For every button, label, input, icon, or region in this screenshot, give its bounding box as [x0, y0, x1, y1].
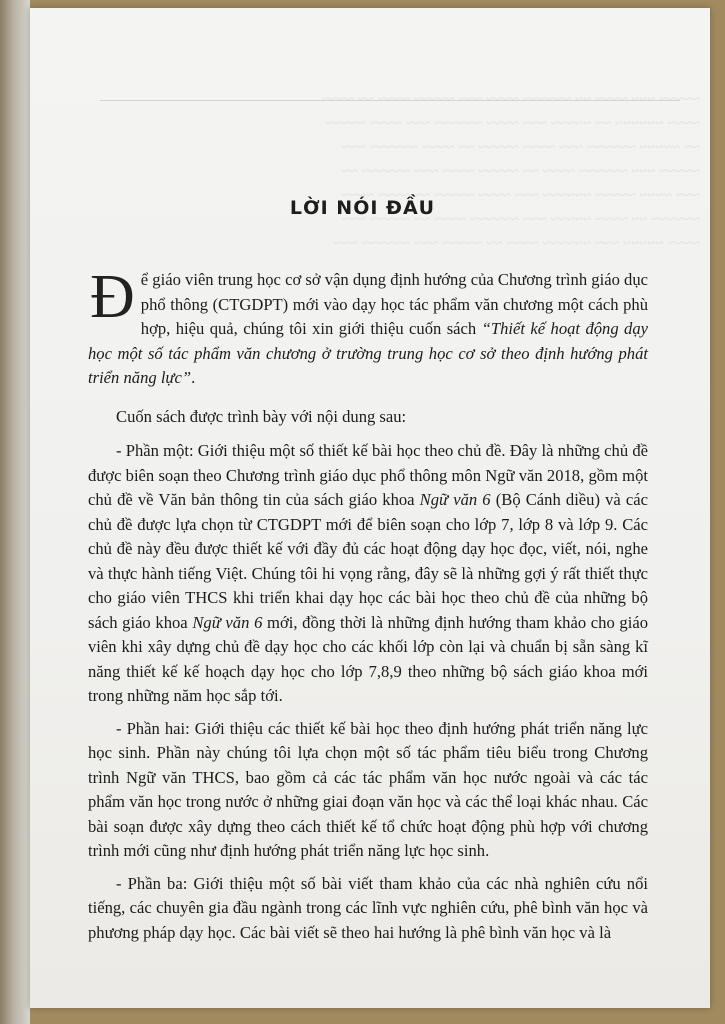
intro-text-start: ể giáo viên trung học cơ sở vận dụng định hướng của Chương trình giáo dục phổ thông (CTGDPT) mới vào dạy học tác phẩm văn chương một cách phù hợp, hiệu quả, chúng tôi xin giới thiệu cuốn sách — [140, 270, 648, 338]
intro-text-end: . — [191, 368, 196, 387]
page-title: LỜI NÓI ĐẦU — [289, 197, 436, 219]
structure-intro: Cuốn sách được trình bày với nội dung sau: — [116, 406, 407, 426]
part-one-text-2: (Bộ Cánh diều) và các chủ đề được lựa chọn từ CTGDPT mới để biên soạn cho lớp 7, lớp 8 và lớp 9. Các chủ đề này đều được thiết kế với đầy đủ các hoạt động dạy học đọc, viết, nói, nghe và thực hành tiếng Việt. Chúng tôi hi vọng rằng, đây sẽ là những gợi ý rất thiết thực cho giáo viên THCS khi triển khai dạy học các bài học theo chủ đề của những bộ sách giáo khoa — [88, 490, 649, 632]
part-one-text-3: mới, đồng thời là những định hướng tham khảo cho giáo viên khi xây dựng chủ đề dạy học cho các khối lớp còn lại và chuẩn bị sẵn sàng kĩ năng thiết kế kế hoạch dạy học cho lớp 7,8,9 theo những bộ sách giáo khoa mới trong những năm học sắp tới. — [88, 612, 648, 705]
part-one-paragraph — [88, 439, 648, 709]
drop-cap: Đ — [90, 263, 135, 331]
running-header-rule — [100, 100, 680, 101]
intro-paragraph — [88, 263, 649, 391]
book-binding-shadow — [0, 0, 30, 1024]
part-one-book-1: Ngữ văn 6 — [419, 490, 491, 509]
part-two-paragraph: - Phần hai: Giới thiệu các thiết kế bài học theo định hướng phát triển năng lực học sinh. Phần này chúng tôi lựa chọn một số tác phẩm tiêu biểu trong Chương trình Ngữ văn THCS, bao gồm cả các tác phẩm văn học nước ngoài và các tác phẩm văn học trong nước ở những giai đoạn văn học và các thể loại khác nhau. Các bài soạn được xây dựng theo cách thiết kế tổ chức hoạt động phù hợp với chương trình mới cũng như định hướng phát triển năng lực học sinh. — [88, 718, 648, 860]
part-one-book-2: Ngữ văn 6 — [192, 612, 263, 632]
show-through-text: ~~~~~ ~~~ ~~~~ ~~ ~~~~~~ ~~~~ ~~~ ~~~~~ ~~~~ ~~ ~~~~ ~~~~ ~~~~~~ ~~ ~~~~~ ~~~ ~~~~ ~~~~~~ ~~~ ~~~~ ~~~~~ ~~ ~~~~~ ~~~~~~ ~~~ ~~~~ ~~~~~ ~~ ~~~~ ~~~~~~ ~~~ ~~~~~ ~~~ ~~~~~~ ~~~~ ~~ ~~~~~ ~~~~ ~~~ ~~~~~~ ~~ ~~~ ~~~~ ~~~~~ ~~~~~~ ~~~ ~~~~ ~~~~~ ~~ ~~~~ ~~~~ ~~~~~~ ~~ ~~~~ ~~~~~ ~~~ ~~~~~~ ~~~~ ~~ ~~~~~ ~~~ ~~~~ ~~~~~ ~~~ ~~~~~~ ~~~~ ~~ ~~~~~ ~~~ ~~~~~~ ~~~ — [321, 92, 700, 252]
part-three-paragraph: - Phần ba: Giới thiệu một số bài viết tham khảo của các nhà nghiên cứu nổi tiếng, các chuyên gia đầu ngành trong các lĩnh vực nghiên cứu, phê bình văn học và phương pháp dạy học. Các bài viết sẽ theo hai hướng là phê bình văn học và là — [88, 873, 648, 942]
book-title-italic: “Thiết kế hoạt động dạy học một số tác phẩm văn chương ở trường trung học cơ sở theo định hướng phát triển năng lực” — [88, 319, 649, 387]
preface-body — [88, 263, 649, 953]
part-one-text-1: - Phần một: Giới thiệu một số thiết kế bài học theo chủ đề. Đây là những chủ đề được biên soạn theo Chương trình giáo dục phổ thông môn Ngữ văn 2018, gồm một chủ đề về Văn bản thông tin của sách giáo khoa — [88, 441, 648, 509]
